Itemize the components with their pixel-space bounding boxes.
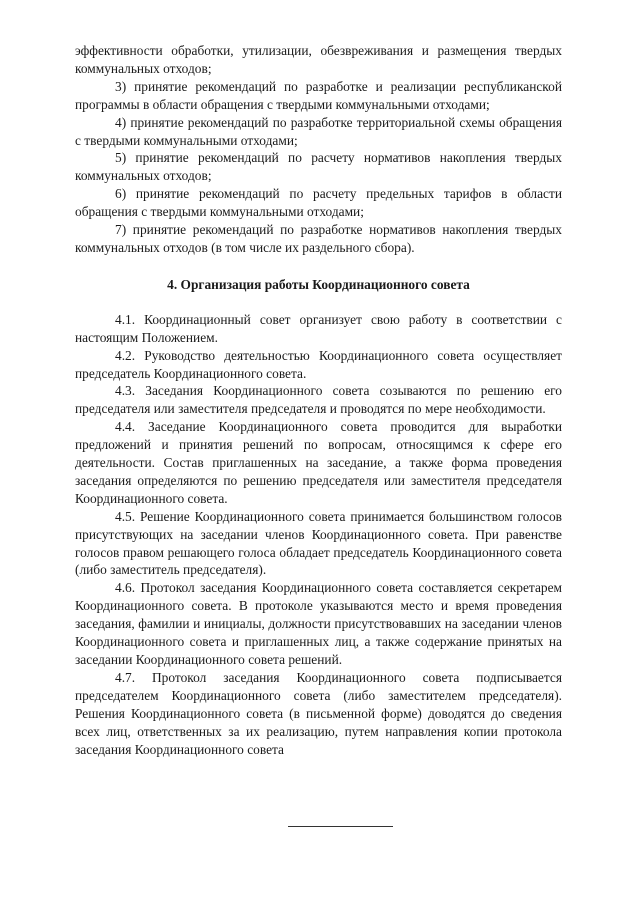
- paragraph-item-7: 7) принятие рекомендаций по разработке нормативов накопления твердых коммунальных отходов (в том числе их раздельного сбора).: [75, 222, 562, 255]
- paragraph-4-6: 4.6. Протокол заседания Координационного совета составляется секретарем Координационного совета. В протоколе указываются место и время проведения заседания, фамилии и инициалы, должности присутствовавших на заседании членов Координационного совета и приглашенных лиц, а также содержание принятых на заседании Координационного совета решений.: [75, 580, 562, 667]
- paragraph-4-5: 4.5. Решение Координационного совета принимается большинством голосов присутствующих на заседании членов Координационного совета. При равенстве голосов правом решающего голоса обладает председатель Координационного совета (либо заместитель председателя).: [75, 508, 562, 578]
- section-heading: 4. Организация работы Координационного совета: [167, 276, 470, 292]
- paragraph-4-1: 4.1. Координационный совет организует свою работу в соответствии с настоящим Положением.: [75, 311, 562, 345]
- paragraph-4-7: 4.7. Протокол заседания Координационного совета подписывается председателем Координационного совета (либо заместителем председателя). Решения Координационного совета (в письменной форме) доводятся до сведения всех лиц, ответственных за их реализацию, путем направления копии протокола заседания Координационного совета: [75, 669, 562, 757]
- paragraph-item-6: 6) принятие рекомендаций по расчету предельных тарифов в области обращения с твердыми коммунальными отходами;: [75, 186, 562, 220]
- paragraph-item-4: 4) принятие рекомендаций по разработке территориальной схемы обращения с твердыми коммунальными отходами;: [75, 114, 562, 148]
- end-divider-line: [288, 826, 393, 827]
- paragraph-item-3: 3) принятие рекомендаций по разработке и реализации республиканской программы в области обращения с твердыми коммунальными отходами;: [75, 78, 562, 112]
- paragraph-4-2: 4.2. Руководство деятельностью Координационного совета осуществляет председатель Координационного совета.: [75, 347, 562, 381]
- paragraph-4-4: 4.4. Заседание Координационного совета проводится для выработки предложений и принятия решений по вопросам, относящимся к сфере его деятельности. Состав приглашенных на заседание, а также форма проведения заседания определяются по решению председателя или заместителя председателя Координационного совета.: [75, 419, 562, 506]
- document-page: [75, 42, 562, 758]
- paragraph-item-5: 5) принятие рекомендаций по расчету нормативов накопления твердых коммунальных отходов;: [75, 150, 562, 184]
- paragraph-continuation: эффективности обработки, утилизации, обезвреживания и размещения твердых коммунальных отходов;: [75, 43, 562, 76]
- paragraph-4-3: 4.3. Заседания Координационного совета созываются по решению его председателя или заместителя председателя и проводятся по мере необходимости.: [75, 383, 562, 417]
